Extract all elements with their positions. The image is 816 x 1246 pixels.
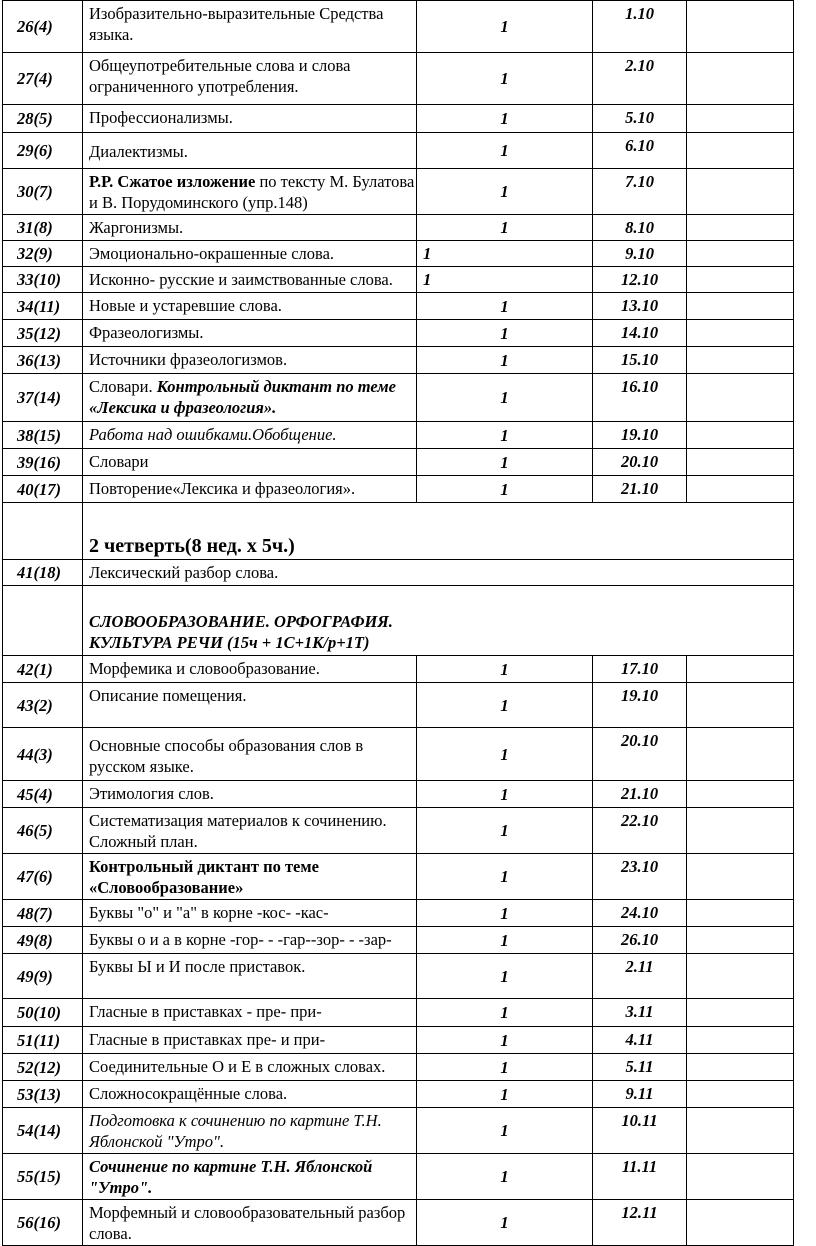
empty-cell bbox=[3, 586, 83, 656]
lesson-topic: Диалектизмы. bbox=[83, 133, 417, 169]
empty-cell bbox=[687, 954, 794, 999]
lesson-topic: Систематизация материалов к сочинению. Сложный план. bbox=[83, 808, 417, 854]
lesson-number: 52(12) bbox=[3, 1054, 83, 1081]
table-row bbox=[3, 728, 794, 781]
lesson-hours: 1 bbox=[417, 1081, 593, 1108]
table-row bbox=[3, 422, 794, 449]
lesson-number: 47(6) bbox=[3, 854, 83, 900]
lesson-hours: 1 bbox=[417, 105, 593, 133]
lesson-hours: 1 bbox=[417, 241, 593, 267]
lesson-number: 30(7) bbox=[3, 169, 83, 215]
lesson-hours: 1 bbox=[417, 999, 593, 1027]
lesson-date: 22.10 bbox=[593, 808, 687, 854]
lesson-topic: Фразеологизмы. bbox=[83, 320, 417, 347]
quarter-row bbox=[3, 503, 794, 560]
lesson-number: 33(10) bbox=[3, 267, 83, 293]
lesson-number: 50(10) bbox=[3, 999, 83, 1027]
table-row bbox=[3, 105, 794, 133]
lesson-date: 11.11 bbox=[593, 1154, 687, 1200]
lesson-topic: Эмоционально-окрашенные слова. bbox=[83, 241, 417, 267]
empty-cell bbox=[687, 1027, 794, 1054]
table-row bbox=[3, 374, 794, 422]
empty-cell bbox=[687, 683, 794, 728]
empty-cell bbox=[687, 476, 794, 503]
lesson-number: 49(8) bbox=[3, 927, 83, 954]
table-row bbox=[3, 476, 794, 503]
table-row bbox=[3, 900, 794, 927]
lesson-hours: 1 bbox=[417, 449, 593, 476]
quarter-heading: 2 четверть(8 нед. х 5ч.) bbox=[83, 503, 794, 560]
lesson-date: 13.10 bbox=[593, 293, 687, 320]
lesson-hours: 1 bbox=[417, 781, 593, 808]
lesson-date: 12.10 bbox=[593, 267, 687, 293]
empty-cell bbox=[687, 1054, 794, 1081]
lesson-topic-plain: Словари. bbox=[89, 377, 157, 396]
table-row bbox=[3, 1108, 794, 1154]
lesson-hours: 1 bbox=[417, 374, 593, 422]
lesson-number: 27(4) bbox=[3, 53, 83, 105]
lesson-topic: Буквы Ы и И после приставок. bbox=[83, 954, 417, 999]
table-row bbox=[3, 320, 794, 347]
table-row bbox=[3, 1, 794, 53]
lesson-date: 14.10 bbox=[593, 320, 687, 347]
lesson-topic: Новые и устаревшие слова. bbox=[83, 293, 417, 320]
lesson-topic-bold-italic: Контрольный диктант по теме «Лексика и фразеология». bbox=[89, 377, 396, 417]
lesson-hours: 1 bbox=[417, 1200, 593, 1246]
empty-cell bbox=[687, 781, 794, 808]
lesson-number: 28(5) bbox=[3, 105, 83, 133]
lesson-date: 21.10 bbox=[593, 476, 687, 503]
lesson-number: 55(15) bbox=[3, 1154, 83, 1200]
lesson-hours: 1 bbox=[417, 683, 593, 728]
table-row bbox=[3, 781, 794, 808]
table-row bbox=[3, 1027, 794, 1054]
table-row bbox=[3, 215, 794, 241]
lesson-topic: Повторение«Лексика и фразеология». bbox=[83, 476, 417, 503]
lesson-date: 15.10 bbox=[593, 347, 687, 374]
empty-cell bbox=[687, 169, 794, 215]
lesson-date: 20.10 bbox=[593, 728, 687, 781]
empty-cell bbox=[687, 374, 794, 422]
lesson-topic-rest: по тексту М. Булатова и В. Порудоминского (упр.148) bbox=[89, 172, 415, 212]
lesson-hours: 1 bbox=[417, 293, 593, 320]
lesson-hours: 1 bbox=[417, 728, 593, 781]
lesson-hours: 1 bbox=[417, 1027, 593, 1054]
lesson-number: 34(11) bbox=[3, 293, 83, 320]
lesson-number: 56(16) bbox=[3, 1200, 83, 1246]
lesson-date: 17.10 bbox=[593, 656, 687, 683]
lesson-topic: Общеупотребительные слова и слова ограниченного употребления. bbox=[83, 53, 417, 105]
lesson-number: 48(7) bbox=[3, 900, 83, 927]
empty-cell bbox=[687, 1200, 794, 1246]
lesson-hours: 1 bbox=[417, 1108, 593, 1154]
lesson-topic: Жаргонизмы. bbox=[83, 215, 417, 241]
lesson-date: 7.10 bbox=[593, 169, 687, 215]
lesson-date: 12.11 bbox=[593, 1200, 687, 1246]
lesson-number: 39(16) bbox=[3, 449, 83, 476]
lesson-number: 40(17) bbox=[3, 476, 83, 503]
empty-cell bbox=[687, 1081, 794, 1108]
table-row bbox=[3, 854, 794, 900]
table-row bbox=[3, 927, 794, 954]
lesson-number: 43(2) bbox=[3, 683, 83, 728]
lesson-topic: Контрольный диктант по теме «Словообразование» bbox=[83, 854, 417, 900]
table-row bbox=[3, 656, 794, 683]
lesson-hours: 1 bbox=[417, 347, 593, 374]
lesson-date: 6.10 bbox=[593, 133, 687, 169]
lesson-topic: Подготовка к сочинению по картине Т.Н. Яблонской "Утро". bbox=[83, 1108, 417, 1154]
empty-cell bbox=[687, 728, 794, 781]
lesson-date: 4.11 bbox=[593, 1027, 687, 1054]
lesson-topic bbox=[83, 169, 417, 215]
lesson-topic: Морфемика и словообразование. bbox=[83, 656, 417, 683]
table-row bbox=[3, 241, 794, 267]
lesson-topic: Этимология слов. bbox=[83, 781, 417, 808]
lesson-topic: Гласные в приставках - пре- при- bbox=[83, 999, 417, 1027]
lesson-date: 9.11 bbox=[593, 1081, 687, 1108]
table-row bbox=[3, 1054, 794, 1081]
empty-cell bbox=[687, 927, 794, 954]
lesson-date: 9.10 bbox=[593, 241, 687, 267]
lesson-hours: 1 bbox=[417, 133, 593, 169]
lesson-topic: Морфемный и словообразовательный разбор слова. bbox=[83, 1200, 417, 1246]
lesson-number: 42(1) bbox=[3, 656, 83, 683]
lesson-number: 26(4) bbox=[3, 1, 83, 53]
lesson-topic bbox=[83, 374, 417, 422]
lesson-topic: Соединительные О и Е в сложных словах. bbox=[83, 1054, 417, 1081]
lesson-number: 54(14) bbox=[3, 1108, 83, 1154]
table-row bbox=[3, 347, 794, 374]
lesson-topic: Гласные в приставках пре- и при- bbox=[83, 1027, 417, 1054]
lesson-number: 46(5) bbox=[3, 808, 83, 854]
table-row bbox=[3, 169, 794, 215]
table-row bbox=[3, 1200, 794, 1246]
lesson-date: 21.10 bbox=[593, 781, 687, 808]
lesson-topic: Лексический разбор слова. bbox=[83, 560, 794, 586]
empty-cell bbox=[687, 1108, 794, 1154]
empty-cell bbox=[687, 900, 794, 927]
table-row bbox=[3, 449, 794, 476]
empty-cell bbox=[687, 267, 794, 293]
lesson-date: 23.10 bbox=[593, 854, 687, 900]
lesson-hours: 1 bbox=[417, 927, 593, 954]
lesson-date: 10.11 bbox=[593, 1108, 687, 1154]
lesson-hours: 1 bbox=[417, 422, 593, 449]
lesson-topic-bold: Р.Р. Сжатое изложение bbox=[89, 172, 256, 191]
lesson-topic: Работа над ошибками.Обобщение. bbox=[83, 422, 417, 449]
lesson-date: 2.10 bbox=[593, 53, 687, 105]
lesson-number: 38(15) bbox=[3, 422, 83, 449]
table-row bbox=[3, 808, 794, 854]
empty-cell bbox=[687, 241, 794, 267]
lesson-hours: 1 bbox=[417, 476, 593, 503]
lesson-date: 16.10 bbox=[593, 374, 687, 422]
empty-cell bbox=[687, 320, 794, 347]
lesson-hours: 1 bbox=[417, 954, 593, 999]
empty-cell bbox=[687, 656, 794, 683]
table-row bbox=[3, 293, 794, 320]
lesson-number: 37(14) bbox=[3, 374, 83, 422]
empty-cell bbox=[687, 449, 794, 476]
table-row bbox=[3, 560, 794, 586]
lesson-topic: Профессионализмы. bbox=[83, 105, 417, 133]
empty-cell bbox=[687, 347, 794, 374]
lesson-number: 53(13) bbox=[3, 1081, 83, 1108]
empty-cell bbox=[687, 293, 794, 320]
lesson-hours: 1 bbox=[417, 1054, 593, 1081]
table-row bbox=[3, 683, 794, 728]
lesson-date: 8.10 bbox=[593, 215, 687, 241]
lesson-hours: 1 bbox=[417, 854, 593, 900]
empty-cell bbox=[687, 215, 794, 241]
lesson-topic: Источники фразеологизмов. bbox=[83, 347, 417, 374]
lesson-topic: Сложносокращённые слова. bbox=[83, 1081, 417, 1108]
lesson-hours: 1 bbox=[417, 656, 593, 683]
table-row bbox=[3, 999, 794, 1027]
empty-cell bbox=[687, 1154, 794, 1200]
lesson-hours: 1 bbox=[417, 900, 593, 927]
lesson-hours: 1 bbox=[417, 53, 593, 105]
empty-cell bbox=[687, 133, 794, 169]
lesson-topic: Изобразительно-выразительные Средства языка. bbox=[83, 1, 417, 53]
lesson-hours: 1 bbox=[417, 808, 593, 854]
table-row bbox=[3, 133, 794, 169]
table-row bbox=[3, 53, 794, 105]
lesson-topic: Описание помещения. bbox=[83, 683, 417, 728]
lesson-number: 45(4) bbox=[3, 781, 83, 808]
section-heading bbox=[83, 586, 794, 656]
lesson-date: 3.11 bbox=[593, 999, 687, 1027]
lesson-number: 32(9) bbox=[3, 241, 83, 267]
table-row bbox=[3, 1154, 794, 1200]
lesson-date: 19.10 bbox=[593, 683, 687, 728]
lesson-date: 5.10 bbox=[593, 105, 687, 133]
table-row bbox=[3, 267, 794, 293]
lesson-number: 29(6) bbox=[3, 133, 83, 169]
lesson-topic: Словари bbox=[83, 449, 417, 476]
lesson-hours: 1 bbox=[417, 215, 593, 241]
lesson-plan-table bbox=[2, 0, 794, 1246]
lesson-number: 35(12) bbox=[3, 320, 83, 347]
lesson-date: 1.10 bbox=[593, 1, 687, 53]
lesson-date: 20.10 bbox=[593, 449, 687, 476]
section-row bbox=[3, 586, 794, 656]
lesson-number: 36(13) bbox=[3, 347, 83, 374]
empty-cell bbox=[3, 503, 83, 560]
empty-cell bbox=[687, 808, 794, 854]
lesson-topic: Основные способы образования слов в русском языке. bbox=[83, 728, 417, 781]
lesson-date: 2.11 bbox=[593, 954, 687, 999]
empty-cell bbox=[687, 105, 794, 133]
lesson-date: 19.10 bbox=[593, 422, 687, 449]
empty-cell bbox=[687, 1, 794, 53]
lesson-hours: 1 bbox=[417, 320, 593, 347]
empty-cell bbox=[687, 422, 794, 449]
table-row bbox=[3, 1081, 794, 1108]
lesson-hours: 1 bbox=[417, 1, 593, 53]
lesson-number: 49(9) bbox=[3, 954, 83, 999]
empty-cell bbox=[687, 53, 794, 105]
lesson-date: 26.10 bbox=[593, 927, 687, 954]
lesson-hours: 1 bbox=[417, 1154, 593, 1200]
lesson-topic: Буквы о и а в корне -гор- - -гар--зор- - -зар- bbox=[83, 927, 417, 954]
lesson-hours: 1 bbox=[417, 267, 593, 293]
empty-cell bbox=[687, 854, 794, 900]
section-heading-text: СЛОВООБРАЗОВАНИЕ. ОРФОГРАФИЯ. КУЛЬТУРА РЕЧИ (15ч + 1С+1К/р+1Т) bbox=[89, 612, 393, 652]
lesson-date: 5.11 bbox=[593, 1054, 687, 1081]
lesson-number: 51(11) bbox=[3, 1027, 83, 1054]
lesson-number: 31(8) bbox=[3, 215, 83, 241]
empty-cell bbox=[687, 999, 794, 1027]
lesson-topic: Буквы "о" и "а" в корне -кос- -кас- bbox=[83, 900, 417, 927]
table-row bbox=[3, 954, 794, 999]
lesson-hours: 1 bbox=[417, 169, 593, 215]
lesson-topic: Сочинение по картине Т.Н. Яблонской "Утро". bbox=[83, 1154, 417, 1200]
lesson-number: 41(18) bbox=[3, 560, 83, 586]
lesson-date: 24.10 bbox=[593, 900, 687, 927]
lesson-topic: Исконно- русские и заимствованные слова. bbox=[83, 267, 417, 293]
lesson-number: 44(3) bbox=[3, 728, 83, 781]
